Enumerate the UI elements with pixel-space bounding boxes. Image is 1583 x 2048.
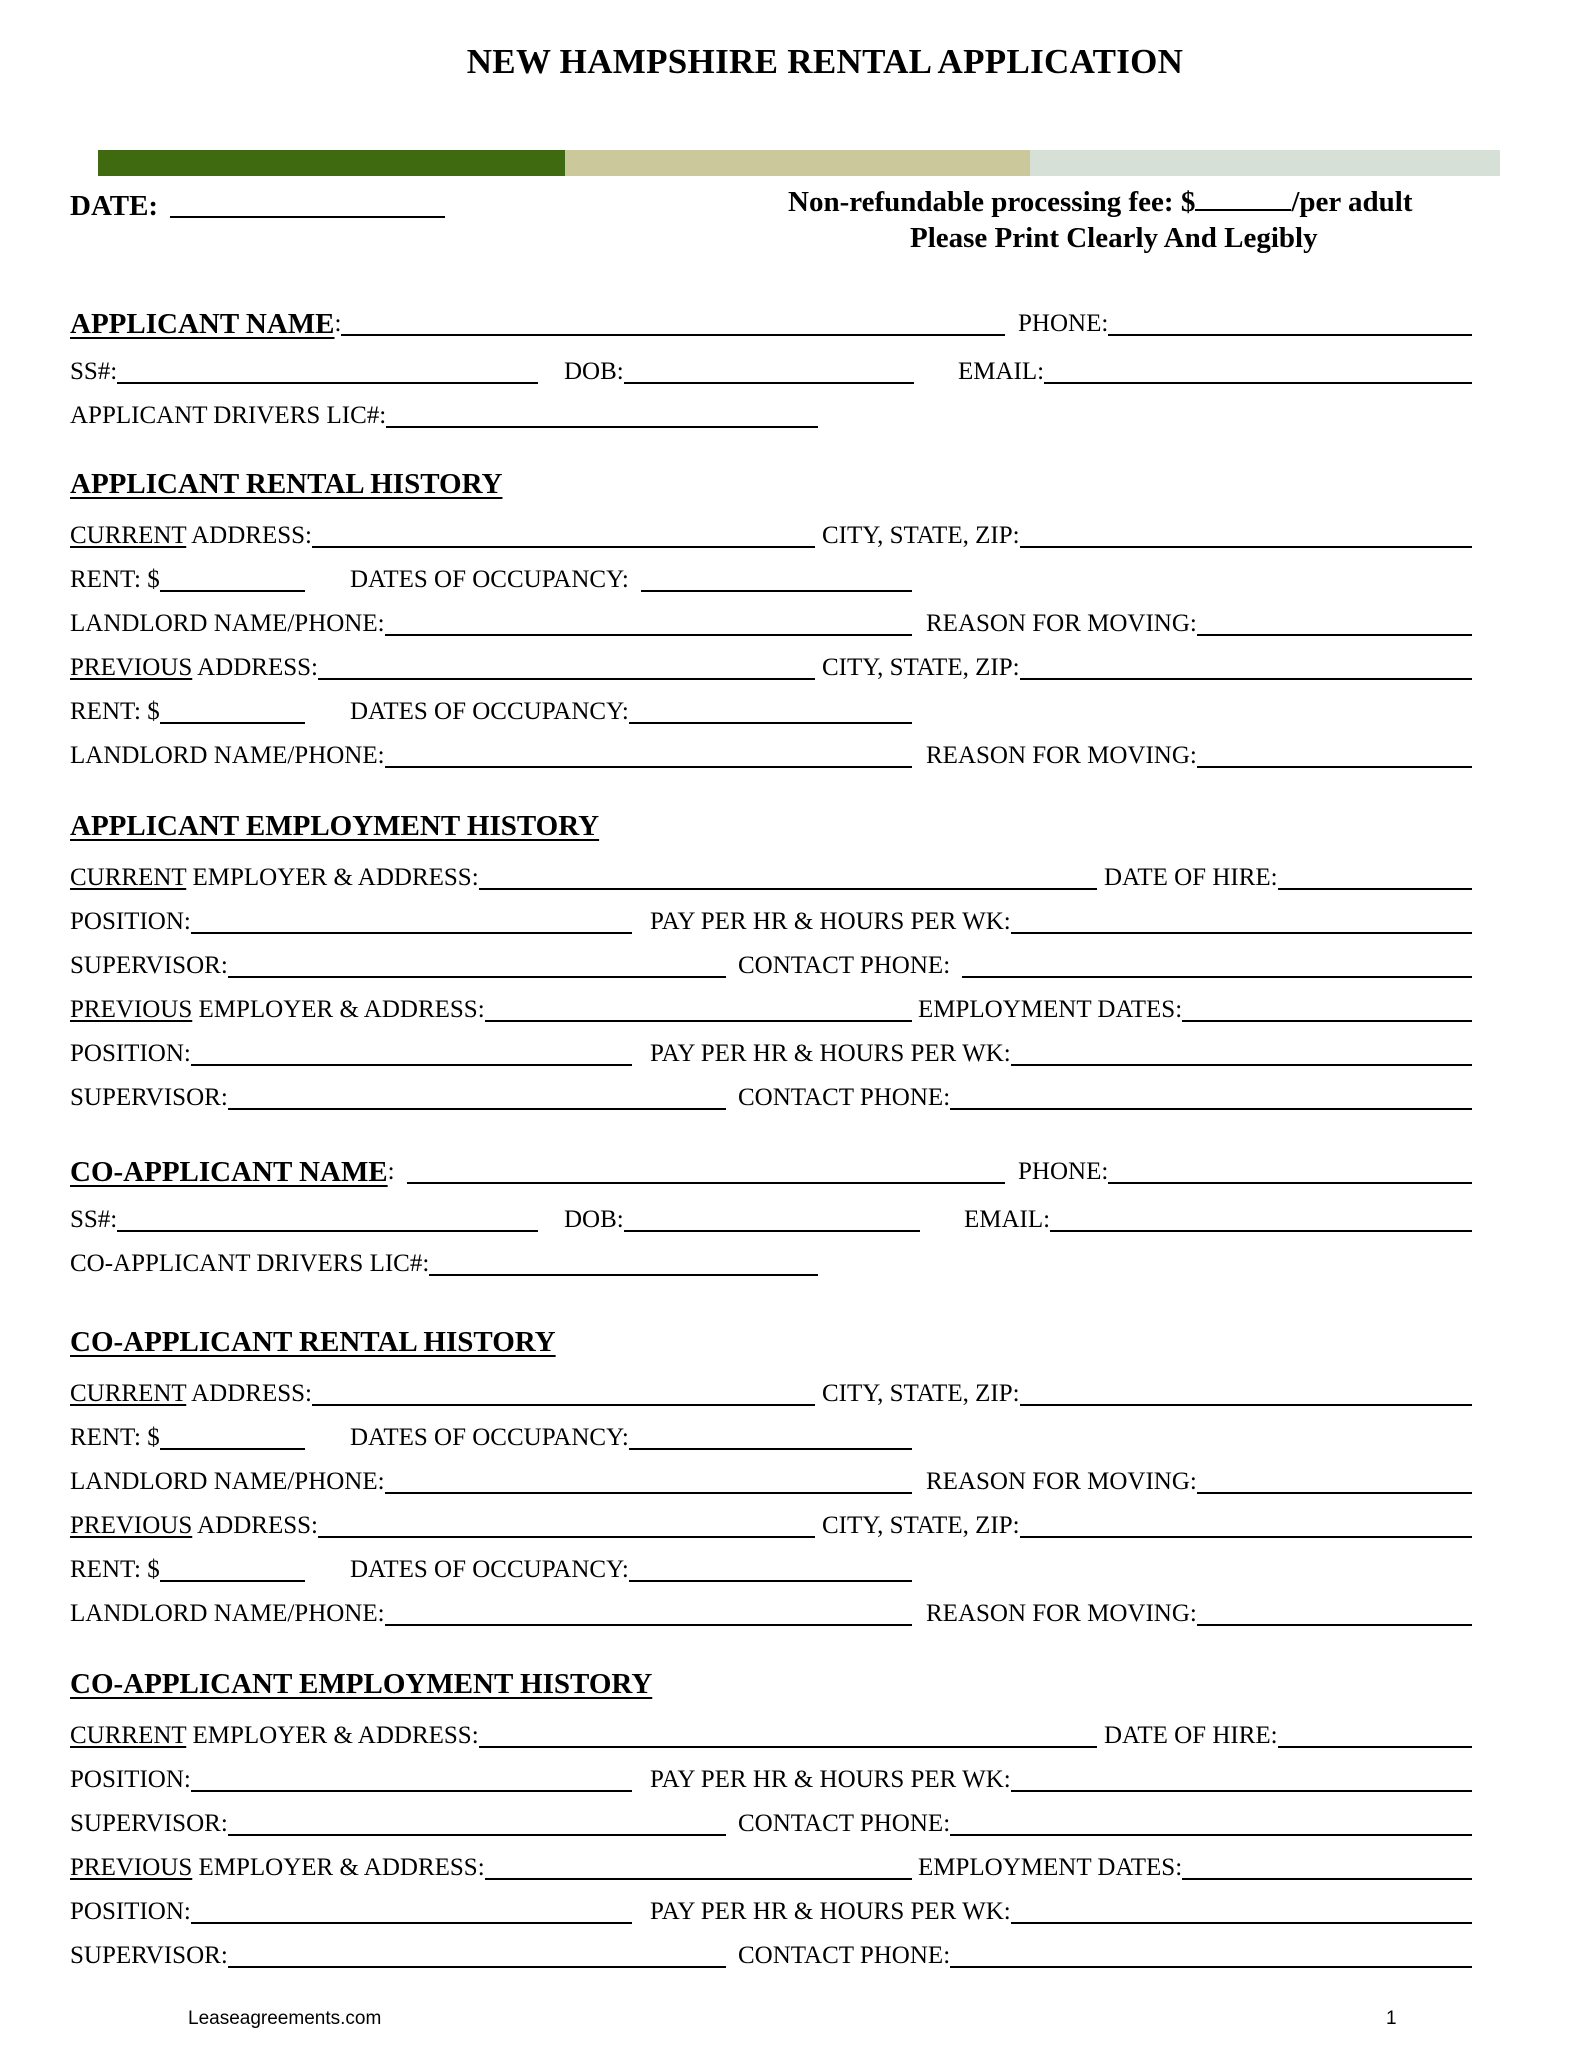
co-applicant-current-position-field[interactable] (191, 1790, 632, 1792)
co-applicant-name-field[interactable] (407, 1182, 1005, 1184)
applicant-previous-address-row: PREVIOUS ADDRESS: CITY, STATE, ZIP: (70, 650, 1472, 684)
phone-label: PHONE: (1018, 310, 1109, 337)
applicant-id-row (70, 354, 1472, 388)
footer-site: Leaseagreements.com (188, 2008, 382, 2029)
applicant-ss-field[interactable] (117, 382, 538, 384)
page-title: NEW HAMPSHIRE RENTAL APPLICATION (466, 42, 1184, 81)
co-applicant-id-row: SS#: DOB: EMAIL: (70, 1202, 1472, 1236)
co-applicant-current-employer-field[interactable] (479, 1746, 1097, 1748)
co-applicant-previous-address-field[interactable] (318, 1536, 815, 1538)
applicant-current-dates-field[interactable] (641, 590, 912, 592)
applicant-name-field[interactable] (341, 334, 1005, 336)
dob-label: DOB: (564, 358, 624, 385)
applicant-previous-pay-field[interactable] (1011, 1064, 1472, 1066)
applicant-license-label: APPLICANT DRIVERS LIC#: (70, 402, 387, 429)
header-color-bar-gray (1030, 150, 1500, 176)
fee-suffix: /per adult (1291, 186, 1413, 218)
co-applicant-license-row: CO-APPLICANT DRIVERS LIC#: (70, 1246, 1472, 1280)
co-applicant-previous-rent-row: RENT: $ DATES OF OCCUPANCY: (70, 1552, 1472, 1586)
applicant-previous-supervisor-row: SUPERVISOR: CONTACT PHONE: (70, 1080, 1472, 1114)
applicant-previous-rent-row: RENT: $ DATES OF OCCUPANCY: (70, 694, 1472, 728)
date-label: DATE: (70, 190, 159, 222)
fee-notice (788, 186, 1488, 219)
co-applicant-previous-supervisor-field[interactable] (228, 1966, 726, 1968)
applicant-email-field[interactable] (1044, 382, 1472, 384)
co-applicant-previous-landlord-row: LANDLORD NAME/PHONE: REASON FOR MOVING: (70, 1596, 1472, 1630)
applicant-current-reason-field[interactable] (1197, 634, 1472, 636)
co-applicant-previous-employer-row: PREVIOUS EMPLOYER & ADDRESS: EMPLOYMENT DATES: (70, 1850, 1472, 1884)
co-applicant-current-employer-row: CURRENT EMPLOYER & ADDRESS: DATE OF HIRE: (70, 1718, 1472, 1752)
co-applicant-previous-pay-field[interactable] (1011, 1922, 1472, 1924)
co-applicant-current-rent-row: RENT: $ DATES OF OCCUPANCY: (70, 1420, 1472, 1454)
applicant-current-supervisor-row: SUPERVISOR: CONTACT PHONE: (70, 948, 1472, 982)
applicant-current-address-row: CURRENT ADDRESS: CITY, STATE, ZIP: (70, 518, 1472, 552)
applicant-current-position-row: POSITION: PAY PER HR & HOURS PER WK: (70, 904, 1472, 938)
applicant-current-pay-field[interactable] (1011, 932, 1472, 934)
applicant-license-field[interactable] (386, 426, 818, 428)
applicant-previous-city-field[interactable] (1020, 678, 1472, 680)
co-applicant-phone-field[interactable] (1108, 1182, 1472, 1184)
applicant-dob-field[interactable] (624, 382, 914, 384)
applicant-current-position-field[interactable] (191, 932, 632, 934)
applicant-current-contact-field[interactable] (962, 976, 1472, 978)
co-applicant-dob-field[interactable] (624, 1230, 920, 1232)
page-number: 1 (1386, 2008, 1397, 2029)
co-applicant-current-contact-field[interactable] (950, 1834, 1472, 1836)
applicant-hire-date-field[interactable] (1278, 888, 1472, 890)
co-applicant-previous-position-field[interactable] (191, 1922, 632, 1924)
applicant-name-label: APPLICANT NAME (70, 308, 335, 340)
co-applicant-previous-contact-field[interactable] (950, 1966, 1472, 1968)
co-applicant-employment-history-title: CO-APPLICANT EMPLOYMENT HISTORY (70, 1668, 653, 1700)
applicant-current-address-field[interactable] (312, 546, 815, 548)
applicant-previous-supervisor-field[interactable] (228, 1108, 726, 1110)
applicant-license-row (70, 398, 1472, 432)
applicant-current-employer-field[interactable] (479, 888, 1097, 890)
co-applicant-current-supervisor-field[interactable] (228, 1834, 726, 1836)
applicant-previous-landlord-row: LANDLORD NAME/PHONE: REASON FOR MOVING: (70, 738, 1472, 772)
applicant-previous-address-field[interactable] (318, 678, 815, 680)
print-note: Please Print Clearly And Legibly (910, 222, 1318, 254)
co-applicant-ss-field[interactable] (117, 1230, 538, 1232)
applicant-employment-history-title: APPLICANT EMPLOYMENT HISTORY (70, 810, 600, 842)
co-applicant-previous-rent-field[interactable] (160, 1580, 305, 1582)
co-applicant-current-address-row: CURRENT ADDRESS: CITY, STATE, ZIP: (70, 1376, 1472, 1410)
co-applicant-previous-employer-field[interactable] (485, 1878, 912, 1880)
applicant-previous-contact-field[interactable] (950, 1108, 1472, 1110)
applicant-previous-position-row: POSITION: PAY PER HR & HOURS PER WK: (70, 1036, 1472, 1070)
applicant-current-landlord-row: LANDLORD NAME/PHONE: REASON FOR MOVING: (70, 606, 1472, 640)
header-color-bar-green (98, 150, 565, 176)
applicant-previous-position-field[interactable] (191, 1064, 632, 1066)
applicant-current-city-field[interactable] (1020, 546, 1472, 548)
date-field[interactable] (170, 216, 445, 218)
co-applicant-current-reason-field[interactable] (1197, 1492, 1472, 1494)
co-applicant-hire-date-field[interactable] (1278, 1746, 1472, 1748)
co-applicant-current-pay-field[interactable] (1011, 1790, 1472, 1792)
applicant-previous-landlord-field[interactable] (385, 766, 912, 768)
co-applicant-current-address-field[interactable] (312, 1404, 815, 1406)
co-applicant-employment-dates-field[interactable] (1182, 1878, 1472, 1880)
co-applicant-current-city-field[interactable] (1020, 1404, 1472, 1406)
applicant-previous-employer-field[interactable] (485, 1020, 912, 1022)
co-applicant-previous-position-row: POSITION: PAY PER HR & HOURS PER WK: (70, 1894, 1472, 1928)
co-applicant-current-landlord-row: LANDLORD NAME/PHONE: REASON FOR MOVING: (70, 1464, 1472, 1498)
applicant-previous-employer-row: PREVIOUS EMPLOYER & ADDRESS: EMPLOYMENT DATES: (70, 992, 1472, 1026)
co-applicant-previous-address-row: PREVIOUS ADDRESS: CITY, STATE, ZIP: (70, 1508, 1472, 1542)
co-applicant-previous-landlord-field[interactable] (385, 1624, 912, 1626)
header-color-bar-tan (565, 150, 1030, 176)
applicant-previous-dates-field[interactable] (629, 722, 912, 724)
email-label: EMAIL: (958, 358, 1045, 385)
applicant-employment-dates-field[interactable] (1182, 1020, 1472, 1022)
applicant-phone-field[interactable] (1108, 334, 1472, 336)
co-applicant-previous-supervisor-row: SUPERVISOR: CONTACT PHONE: (70, 1938, 1472, 1972)
applicant-rental-history-title: APPLICANT RENTAL HISTORY (70, 468, 503, 500)
co-applicant-current-position-row: POSITION: PAY PER HR & HOURS PER WK: (70, 1762, 1472, 1796)
co-applicant-current-supervisor-row: SUPERVISOR: CONTACT PHONE: (70, 1806, 1472, 1840)
applicant-current-employer-row: CURRENT EMPLOYER & ADDRESS: DATE OF HIRE: (70, 860, 1472, 894)
co-applicant-current-rent-field[interactable] (160, 1448, 305, 1450)
co-applicant-current-landlord-field[interactable] (385, 1492, 912, 1494)
co-applicant-previous-reason-field[interactable] (1197, 1624, 1472, 1626)
applicant-previous-reason-field[interactable] (1197, 766, 1472, 768)
co-applicant-name-label: CO-APPLICANT NAME (70, 1156, 388, 1188)
co-applicant-previous-dates-field[interactable] (629, 1580, 912, 1582)
co-applicant-previous-city-field[interactable] (1020, 1536, 1472, 1538)
fee-prefix: Non-refundable processing fee: $ (788, 186, 1196, 218)
fee-amount-field[interactable] (1195, 187, 1291, 211)
co-applicant-name-row: CO-APPLICANT NAME : PHONE: (70, 1154, 1472, 1188)
applicant-current-rent-row: RENT: $ DATES OF OCCUPANCY: (70, 562, 1472, 596)
applicant-current-rent-field[interactable] (160, 590, 305, 592)
co-applicant-email-field[interactable] (1050, 1230, 1472, 1232)
applicant-previous-rent-field[interactable] (160, 722, 305, 724)
co-applicant-current-dates-field[interactable] (629, 1448, 912, 1450)
ss-label: SS#: (70, 358, 118, 385)
applicant-current-supervisor-field[interactable] (228, 976, 726, 978)
co-applicant-rental-history-title: CO-APPLICANT RENTAL HISTORY (70, 1326, 556, 1358)
applicant-name-row: APPLICANT NAME : PHONE: (70, 306, 1472, 340)
applicant-current-landlord-field[interactable] (385, 634, 912, 636)
co-applicant-license-field[interactable] (429, 1274, 818, 1276)
